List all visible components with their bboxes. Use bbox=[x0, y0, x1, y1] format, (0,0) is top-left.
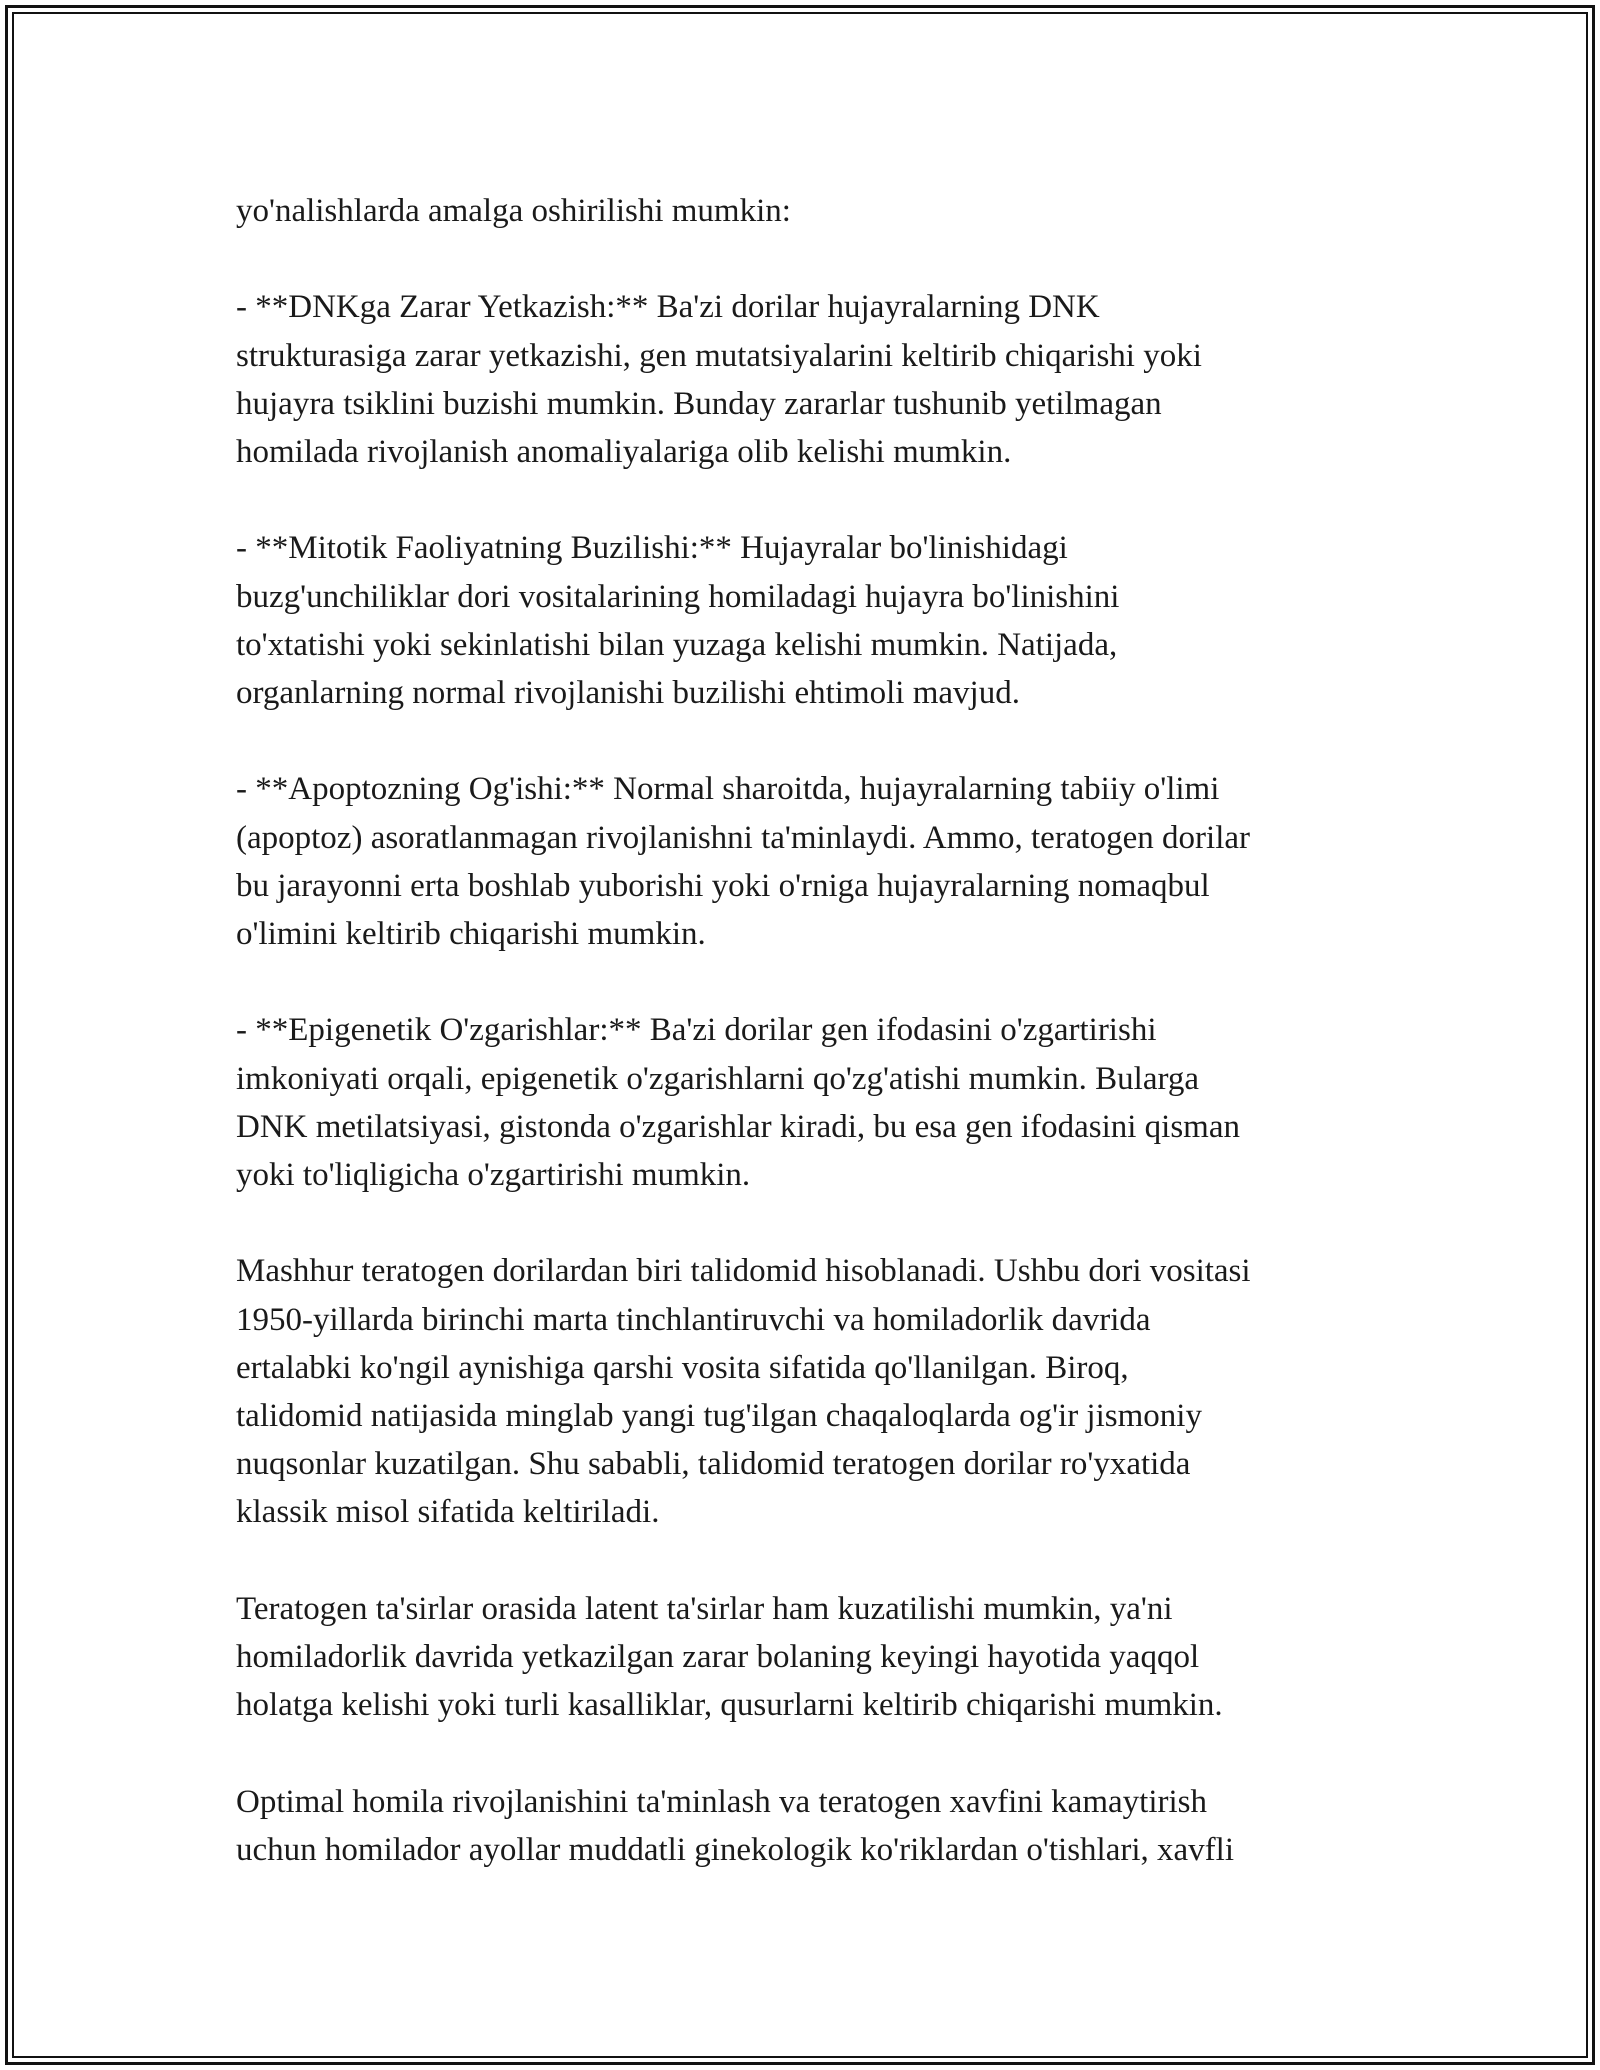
text-line: buzg'unchiliklar dori vositalarining homiladagi hujayra bo'linishini bbox=[236, 578, 1120, 615]
text-line: talidomid natijasida minglab yangi tug'ilgan chaqaloqlarda og'ir jismoniy bbox=[236, 1398, 1202, 1434]
text-line: hujayra tsiklini buzishi mumkin. Bunday zararlar tushunib yetilmagan bbox=[236, 385, 1162, 422]
text-line: organlarning normal rivojlanishi buzilishi ehtimoli mavjud. bbox=[236, 675, 1020, 711]
text-line: - **Epigenetik O'zgarishlar:** Ba'zi dorilar gen ifodasini o'zgartirishi bbox=[236, 1012, 1157, 1049]
text-line: bu jarayonni erta boshlab yuborishi yoki o'rniga hujayralarning nomaqbul bbox=[236, 867, 1210, 904]
paragraph-epigenetic bbox=[236, 1006, 1386, 1199]
text-line: nuqsonlar kuzatilgan. Shu sababli, talidomid teratogen dorilar ro'yxatida bbox=[236, 1446, 1191, 1483]
text-line: ertalabki ko'ngil aynishiga qarshi vosita sifatida qo'llanilgan. Biroq, bbox=[236, 1349, 1129, 1386]
text-line: yoki to'liqligicha o'zgartirishi mumkin. bbox=[236, 1157, 751, 1193]
text-line: uchun homilador ayollar muddatli ginekologik ko'riklardan o'tishlari, xavfli bbox=[236, 1831, 1235, 1868]
paragraph-dna-damage bbox=[236, 283, 1386, 476]
paragraph-latent-effects bbox=[236, 1585, 1386, 1730]
text-line: - **DNKga Zarar Yetkazish:** Ba'zi dorilar hujayralarning DNK bbox=[236, 289, 1100, 326]
text-line: Optimal homila rivojlanishini ta'minlash va teratogen xavfini kamaytirish bbox=[236, 1783, 1207, 1820]
text-line: 1950-yillarda birinchi marta tinchlantiruvchi va homiladorlik davrida bbox=[236, 1301, 1151, 1338]
text-line: (apoptoz) asoratlanmagan rivojlanishni ta'minlaydi. Ammo, teratogen dorilar bbox=[236, 819, 1250, 856]
text-line: strukturasiga zarar yetkazishi, gen mutatsiyalarini keltirib chiqarishi yoki bbox=[236, 337, 1202, 374]
paragraph-mitotic-activity bbox=[236, 524, 1386, 717]
text-line: homilada rivojlanish anomaliyalariga olib kelishi mumkin. bbox=[236, 434, 1012, 470]
text-line: o'limini keltirib chiqarishi mumkin. bbox=[236, 916, 706, 952]
paragraph-prevention bbox=[236, 1778, 1386, 1874]
text-line: DNK metilatsiyasi, gistonda o'zgarishlar kiradi, bu esa gen ifodasini qisman bbox=[236, 1108, 1240, 1145]
text-line: to'xtatishi yoki sekinlatishi bilan yuzaga kelishi mumkin. Natijada, bbox=[236, 626, 1118, 663]
text-line: - **Apoptozning Og'ishi:** Normal sharoitda, hujayralarning tabiiy o'limi bbox=[236, 771, 1220, 808]
text-line: holatga kelishi yoki turli kasalliklar, qusurlarni keltirib chiqarishi mumkin. bbox=[236, 1687, 1223, 1724]
text-line: homiladorlik davrida yetkazilgan zarar bolaning keyingi hayotida yaqqol bbox=[236, 1639, 1200, 1675]
text-line: Teratogen ta'sirlar orasida latent ta'sirlar ham kuzatilishi mumkin, ya'ni bbox=[236, 1590, 1173, 1627]
text-line: - **Mitotik Faoliyatning Buzilishi:** Hujayralar bo'linishidagi bbox=[236, 530, 1068, 567]
paragraph-apoptosis bbox=[236, 765, 1386, 958]
document-body bbox=[236, 187, 1386, 1874]
text-line: Mashhur teratogen dorilardan biri talidomid hisoblanadi. Ushbu dori vositasi bbox=[236, 1253, 1251, 1290]
paragraph-intro bbox=[236, 187, 1386, 235]
paragraph-thalidomide bbox=[236, 1247, 1386, 1536]
text-line: klassik misol sifatida keltiriladi. bbox=[236, 1494, 660, 1531]
text-line: yo'nalishlarda amalga oshirilishi mumkin: bbox=[236, 193, 791, 229]
text-line: imkoniyati orqali, epigenetik o'zgarishlarni qo'zg'atishi mumkin. Bularga bbox=[236, 1060, 1200, 1097]
